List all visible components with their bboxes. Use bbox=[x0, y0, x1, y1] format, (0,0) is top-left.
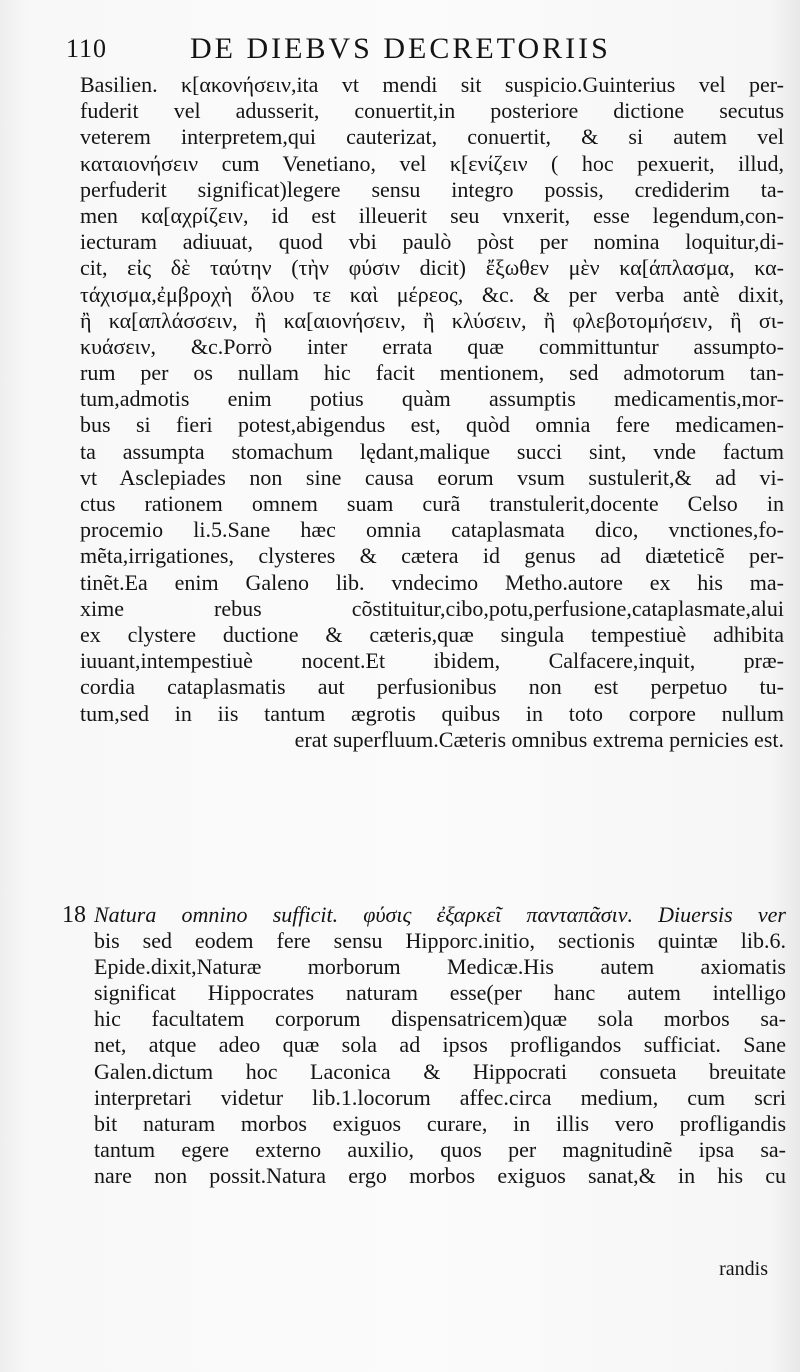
text-line: vt Asclepiades non sine causa eorum vsum sustulerit,& ad vi- bbox=[80, 464, 784, 490]
text-line: mẽta,irrigationes, clysteres & cætera id genus ad diæteticẽ per- bbox=[80, 543, 784, 569]
text-line: Natura omnino sufficit. φύσις ἐξαρκεῖ πανταπᾶσιν. Diuersis ver bbox=[94, 902, 786, 927]
text-line: bis sed eodem fere sensu Hipporc.initio, sectionis quintæ lib.6. bbox=[94, 928, 786, 954]
text-line: hic facultatem corporum dispensatricem)quæ sola morbos sa- bbox=[94, 1006, 786, 1032]
section-number: 18 bbox=[62, 902, 86, 928]
text-line: tantum egere externo auxilio, quos per magnitudinẽ ipsa sa- bbox=[94, 1136, 786, 1162]
folio-number: 110 bbox=[66, 34, 108, 63]
text-line: interpretari videtur lib.1.locorum affec.circa medium, cum scri bbox=[94, 1084, 786, 1110]
text-line: iecturam adiuuat, quod vbi paulò pòst per nomina loquitur,di- bbox=[80, 229, 784, 255]
text-line: erat superfluum.Cæteris omnibus extrema pernicies est. bbox=[294, 726, 784, 752]
text-line: Epide.dixit,Naturæ morborum Medicæ.His autem axiomatis bbox=[94, 954, 786, 980]
text-line: ta assumpta stomachum lędant,malique succi sint, vnde factum bbox=[80, 438, 784, 464]
text-line: ctus rationem omnem suam curã transtulerit,docente Celso in bbox=[80, 491, 784, 516]
text-line: veterem interpretem,qui cauterizat, conuertit, & si autem vel bbox=[80, 124, 784, 150]
text-line: ex clystere ductione & cæteris,quæ singula tempestiuè adhibita bbox=[80, 621, 784, 647]
text-line: xime rebus cõstituitur,cibo,potu,perfusione,cataplasmate,alui bbox=[80, 595, 784, 621]
paragraph-1 bbox=[80, 72, 784, 753]
running-title: DE DIEBVS DECRETORIIS bbox=[190, 32, 611, 65]
text-line: cit, εἰς δὲ ταύτην (τὴν φύσιν dicit) ἔξωθεν μὲν κα[άπλασμα, κα- bbox=[80, 255, 784, 281]
text-line: Basilien. κ[ακονήσειν,ita vt mendi sit suspicio.Guinterius vel per- bbox=[80, 72, 784, 97]
text-line: tum,sed in iis tantum ægrotis quibus in toto corpore nullum bbox=[80, 700, 784, 726]
text-line: perfuderit significat)legere sensu integro possis, crediderim ta- bbox=[80, 176, 784, 202]
text-line: κυάσειν, &c.Porrò inter errata quæ committuntur assumpto- bbox=[80, 333, 784, 359]
text-line: καταιονήσειν cum Venetiano, vel κ[ενίζειν ( hoc pexuerit, illud, bbox=[80, 150, 784, 176]
text-line: fuderit vel adusserit, conuertit,in posteriore dictione secutus bbox=[80, 98, 784, 124]
text-line: men κα[αχρίζειν, id est illeuerit seu vnxerit, esse legendum,con- bbox=[80, 202, 784, 228]
text-line: rum per os nullam hic facit mentionem, sed admotorum tan- bbox=[80, 360, 784, 386]
catchword: randis bbox=[719, 1258, 768, 1280]
text-line: ἢ κα[απλάσσειν, ἢ κα[αιονήσειν, ἢ κλύσειν, ἢ φλεβοτομήσειν, ἢ σι- bbox=[80, 307, 784, 333]
text-line: tum,admotis enim potius quàm assumptis medicamentis,mor- bbox=[80, 386, 784, 412]
page-header bbox=[58, 28, 778, 72]
text-line: Galen.dictum hoc Laconica & Hippocrati consueta breuitate bbox=[94, 1058, 786, 1084]
text-line: procemio li.5.Sane hæc omnia cataplasmata dico, vnctiones,fo- bbox=[80, 517, 784, 543]
text-line: tinẽt.Ea enim Galeno lib. vndecimo Metho.autore ex his ma- bbox=[80, 569, 784, 595]
text-line: iuuant,intempestiuè nocent.Et ibidem, Calfacere,inquit, præ- bbox=[80, 648, 784, 674]
paragraph-2 bbox=[62, 902, 786, 1189]
text-line: net, atque adeo quæ sola ad ipsos profligandos sufficiat. Sane bbox=[94, 1032, 786, 1058]
text-line: τάχισμα,ἐμβροχὴ ὅλου τε καὶ μέρεος, &c. & per verba antè dixit, bbox=[80, 281, 784, 307]
text-line: significat Hippocrates naturam esse(per hanc autem intelligo bbox=[94, 980, 786, 1006]
text-line: bit naturam morbos exiguos curare, in illis vero profligandis bbox=[94, 1110, 786, 1136]
text-line: nare non possit.Natura ergo morbos exiguos sanat,& in his cu bbox=[94, 1162, 786, 1188]
text-line: bus si fieri potest,abigendus est, quòd omnia fere medicamen- bbox=[80, 412, 784, 438]
text-line: cordia cataplasmatis aut perfusionibus non est perpetuo tu- bbox=[80, 674, 784, 700]
